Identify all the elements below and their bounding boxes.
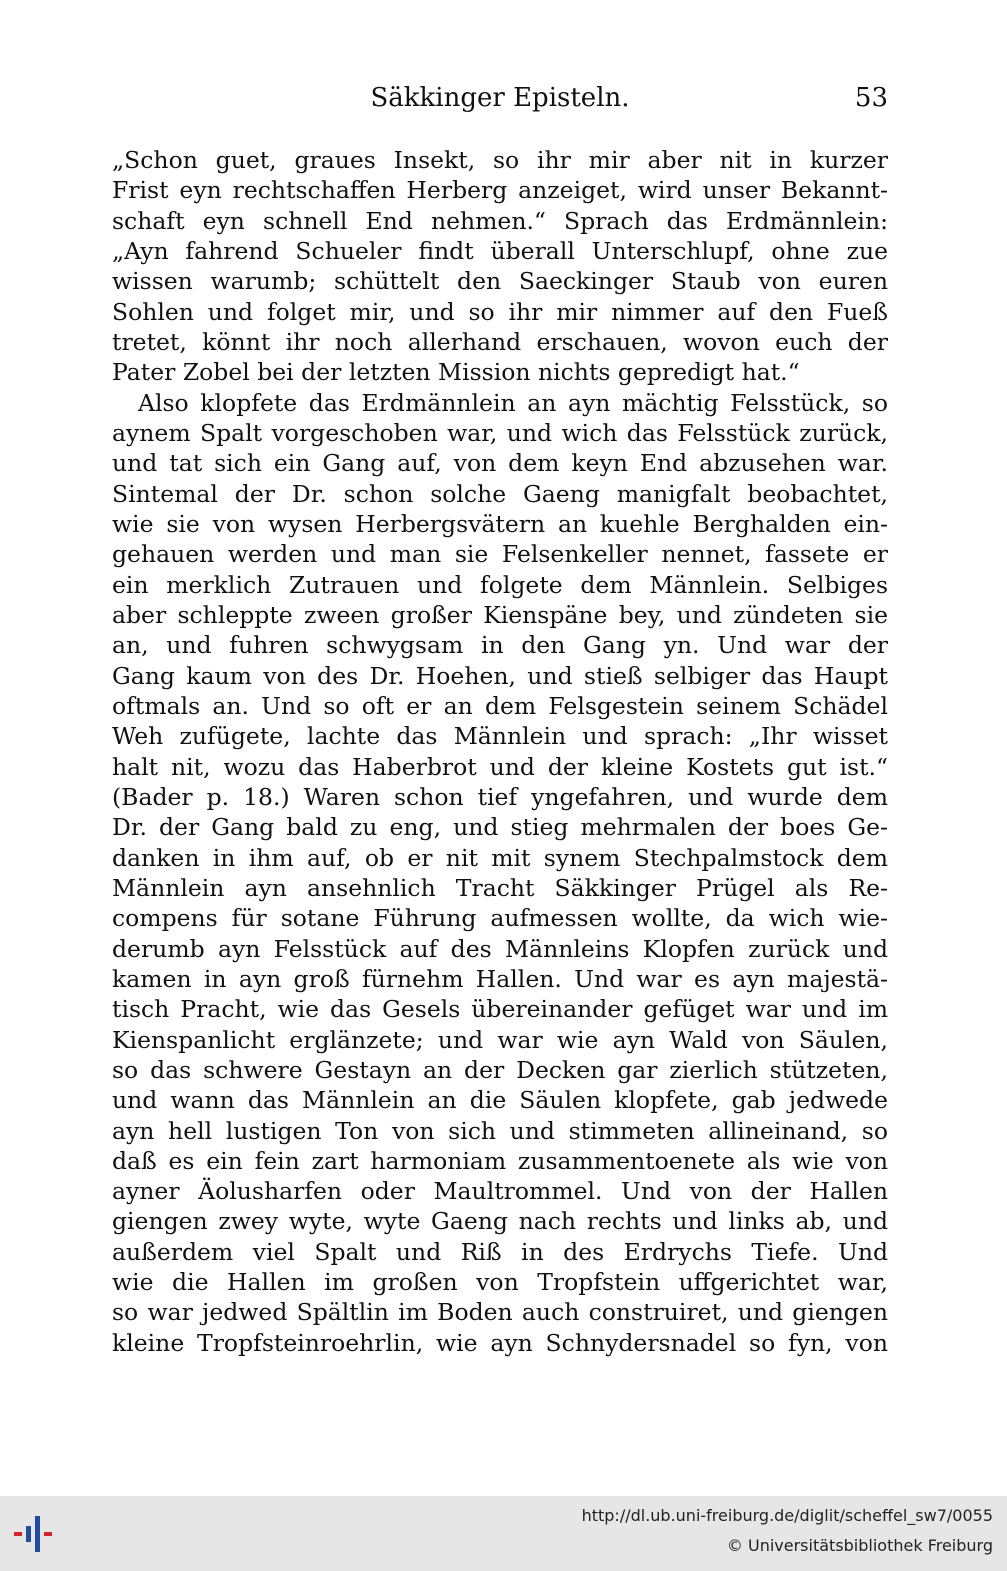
text-line: halt nit, wozu das Haberbrot und der kleine Kostets gut ist.“ [112,752,888,781]
text-line: wie sie von wysen Herbergsvätern an kuehle Berghalden ein- [112,509,888,538]
text-line: kamen in ayn groß fürnehm Hallen. Und war es ayn majestä- [112,964,888,993]
text-line: derumb ayn Felsstück auf des Männleins Klopfen zurück und [112,934,888,963]
text-line: Weh zufügete, lachte das Männlein und sprach: „Ihr wisset [112,722,888,751]
text-line: Also klopfete das Erdmännlein an ayn mächtig Felsstück, so [138,388,888,417]
ub-freiburg-logo-icon [14,1508,54,1560]
text-line: daß es ein fein zart harmoniam zusammentoenete als wie von [112,1146,888,1175]
running-head [112,78,888,118]
text-line: Pater Zobel bei der letzten Mission nichts gepredigt hat.“ [112,358,800,387]
text-line: Dr. der Gang bald zu eng, und stieg mehrmalen der boes Ge- [112,813,888,842]
text-line: Sohlen und folget mir, und so ihr mir nimmer auf den Fueß [112,297,888,326]
text-line: (Bader p. 18.) Waren schon tief yngefahren, und wurde dem [112,782,888,811]
text-line: compens für sotane Führung aufmessen wollte, da wich wie- [112,904,888,933]
text-line: Sintemal der Dr. schon solche Gaeng manigfalt beobachtet, [112,479,888,508]
text-line: wissen warumb; schüttelt den Saeckinger Staub von euren [112,267,888,296]
source-url-link[interactable]: http://dl.ub.uni-freiburg.de/diglit/scheffel_sw7/0055 [581,1506,993,1525]
copyright-notice: © Universitätsbibliothek Freiburg [726,1536,993,1555]
text-line: kleine Tropfsteinroehrlin, wie ayn Schnydersnadel so fyn, von [112,1328,888,1357]
text-line: so war jedwed Spältlin im Boden auch construiret, und giengen [112,1298,888,1327]
text-line: giengen zwey wyte, wyte Gaeng nach rechts und links ab, und [112,1207,888,1236]
text-line: an, und fuhren schwygsam in den Gang yn. Und war der [112,631,888,660]
text-line: schaft eyn schnell End nehmen.“ Sprach das Erdmännlein: [112,206,888,235]
text-line: aber schleppte zween großer Kienspäne bey, und zündeten sie [112,600,888,629]
text-line: Gang kaum von des Dr. Hoehen, und stieß selbiger das Haupt [112,661,888,690]
text-line: Kienspanlicht erglänzete; und war wie ayn Wald von Säulen, [112,1025,888,1054]
text-line: tisch Pracht, wie das Gesels übereinander gefüget war und im [112,995,888,1024]
text-line: danken in ihm auf, ob er nit mit synem Stechpalmstock dem [112,843,888,872]
text-line: oftmals an. Und so oft er an dem Felsgestein seinem Schädel [112,691,888,720]
page-number: 53 [854,83,888,113]
viewer-footer [0,1496,1007,1571]
text-line: Männlein ayn ansehnlich Tracht Säkkinger Prügel als Re- [112,873,888,902]
text-line: wie die Hallen im großen von Tropfstein uffgerichtet war, [112,1268,888,1297]
text-line: ayner Äolusharfen oder Maultrommel. Und von der Hallen [112,1177,888,1206]
text-line: tretet, könnt ihr noch allerhand erschauen, wovon euch der [112,327,888,356]
text-line: ayn hell lustigen Ton von sich und stimmeten allineinand, so [112,1116,888,1145]
text-line: „Schon guet, graues Insekt, so ihr mir aber nit in kurzer [112,146,888,174]
text-line: Frist eyn rechtschaffen Herberg anzeiget, wird unser Bekannt- [112,176,888,205]
text-line: gehauen werden und man sie Felsenkeller nennet, fassete er [112,540,888,569]
body-text [112,145,888,1358]
text-line: so das schwere Gestayn an der Decken gar zierlich stützeten, [112,1055,888,1084]
text-line: aynem Spalt vorgeschoben war, und wich das Felsstück zurück, [112,418,888,447]
text-line: außerdem viel Spalt und Riß in des Erdrychs Tiefe. Und [112,1237,888,1266]
running-title: Säkkinger Episteln. [370,83,630,113]
text-line: und wann das Männlein an die Säulen klopfete, gab jedwede [112,1086,888,1115]
text-line: ein merklich Zutrauen und folgete dem Männlein. Selbiges [112,570,888,599]
text-line: und tat sich ein Gang auf, von dem keyn End abzusehen war. [112,449,888,478]
text-line: „Ayn fahrend Schueler findt überall Unterschlupf, ohne zue [112,236,888,265]
